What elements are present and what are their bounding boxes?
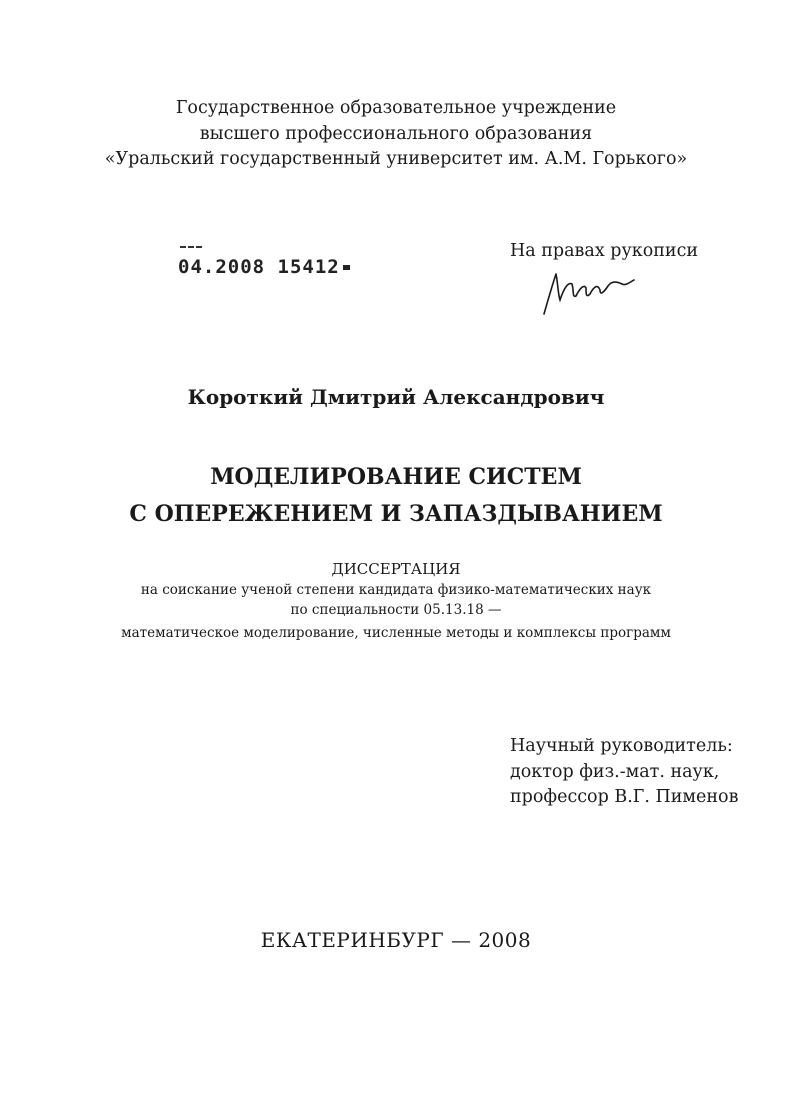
city-year: ЕКАТЕРИНБУРГ — 2008 (260, 928, 532, 952)
dissertation-heading: ДИССЕРТАЦИЯ (331, 560, 461, 578)
institution-line-3: «Уральский государственный университет им. А.М. Горького» (104, 149, 688, 169)
dissertation-title (0, 459, 792, 533)
stamp-dot (343, 265, 350, 270)
library-stamp (178, 256, 350, 278)
supervisor-line-3: профессор В.Г. Пименов (510, 787, 739, 807)
degree-description (0, 580, 792, 620)
manuscript-rights: На правах рукописи (510, 241, 699, 261)
specialty-line: математическое моделирование, численные методы и комплексы программ (121, 625, 671, 641)
author-name: Короткий Дмитрий Александрович (187, 385, 605, 409)
supervisor-block (510, 734, 738, 811)
supervisor-line-1: Научный руководитель: (510, 736, 733, 756)
signature-icon (538, 270, 638, 316)
title-line-1: МОДЕЛИРОВАНИЕ СИСТЕМ (210, 464, 582, 490)
degree-line-2: по специальности 05.13.18 — (290, 602, 502, 618)
institution-line-2: высшего профессионального образования (199, 123, 593, 144)
institution-block (0, 96, 792, 173)
stamp-marks (180, 246, 202, 250)
stamp-number: 04.2008 15412 (178, 256, 340, 278)
supervisor-line-2: доктор физ.-мат. наук, (510, 761, 720, 782)
title-line-2: С ОПЕРЕЖЕНИЕМ И ЗАПАЗДЫВАНИЕМ (129, 501, 663, 527)
degree-line-1: на соискание ученой степени кандидата физико-математических наук (140, 582, 652, 598)
institution-line-1: Государственное образовательное учреждение (175, 98, 617, 118)
